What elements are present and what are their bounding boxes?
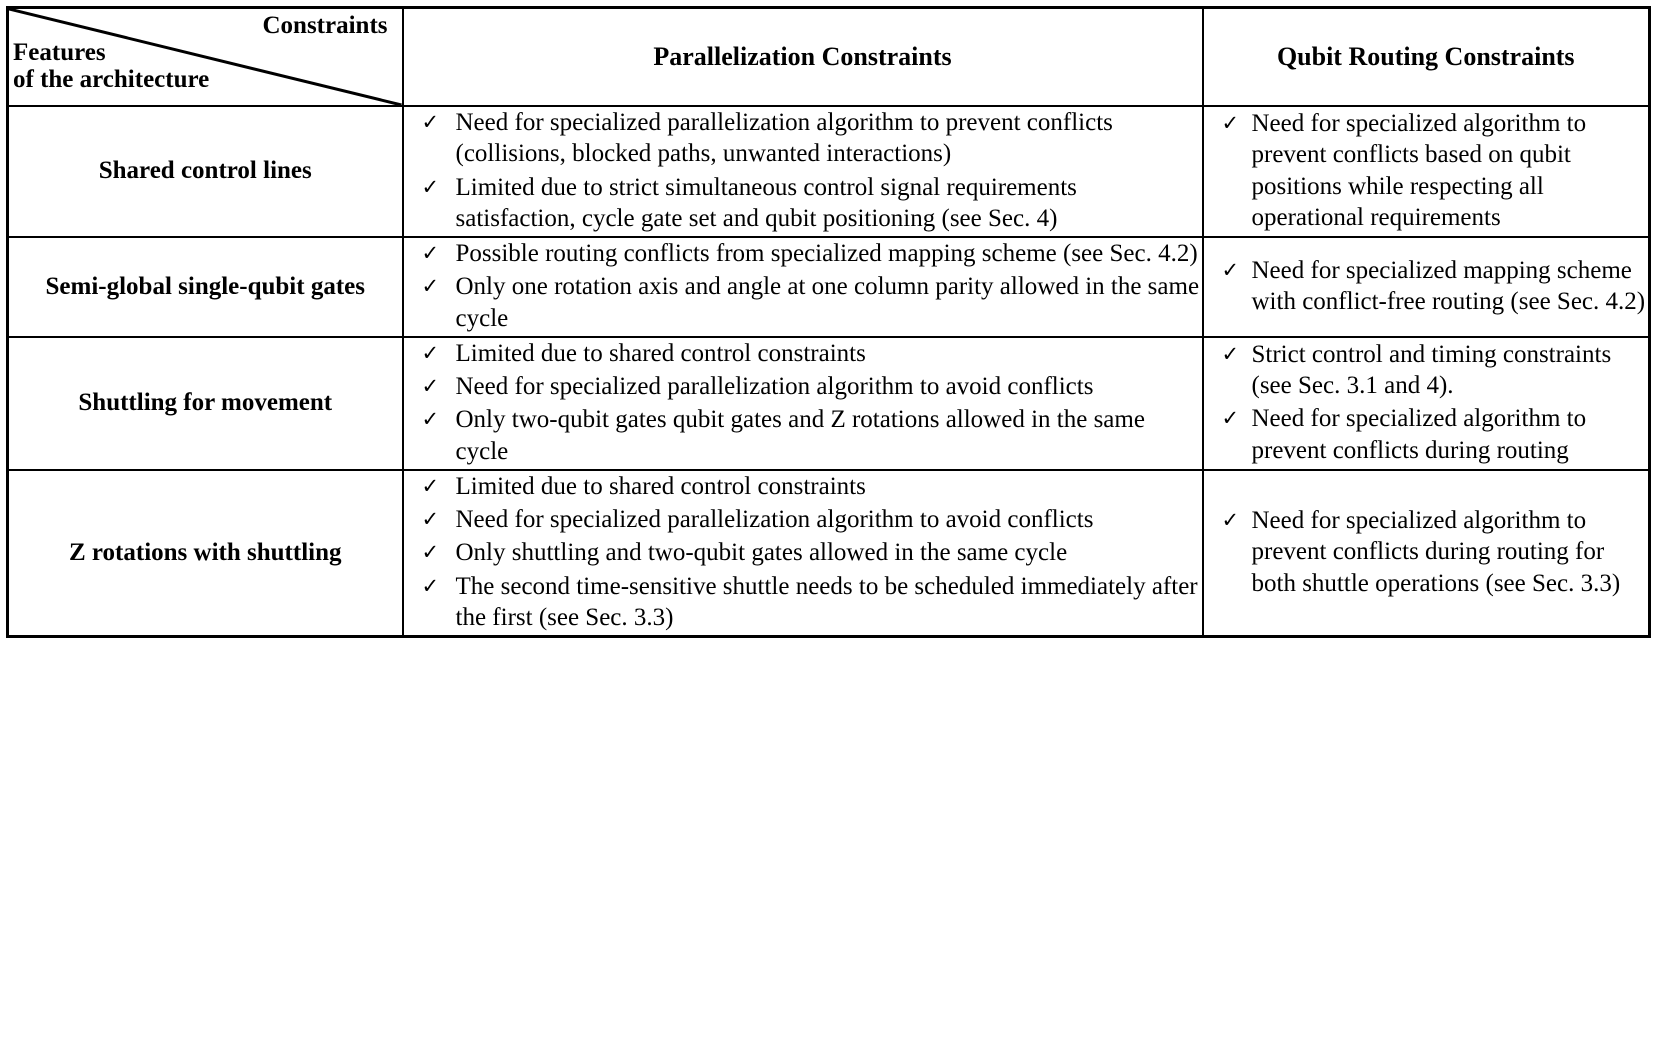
table-row	[8, 470, 1650, 637]
list-item	[1204, 403, 1649, 466]
feature-label: Shuttling for movement	[8, 337, 403, 470]
list-item-text: Need for specialized parallelization algorithm to avoid conflicts	[455, 373, 1094, 400]
list-item	[404, 238, 1202, 269]
list-item	[404, 471, 1202, 502]
check-icon: ✓	[1221, 508, 1240, 532]
table-row	[8, 237, 1650, 337]
corner-features-line2: of the architecture	[13, 66, 210, 93]
table-header-row	[8, 8, 1650, 107]
check-icon: ✓	[421, 573, 440, 598]
feature-label: Semi-global single-qubit gates	[8, 237, 403, 337]
checklist	[404, 471, 1202, 633]
routing-constraints-cell	[1203, 337, 1650, 470]
list-item	[1204, 505, 1649, 599]
check-icon: ✓	[1221, 111, 1240, 135]
check-icon: ✓	[1221, 257, 1240, 282]
list-item-text: Limited due to shared control constraints	[455, 339, 866, 367]
check-icon: ✓	[421, 507, 440, 531]
list-item	[404, 571, 1202, 634]
list-item-text: Only shuttling and two-qubit gates allowed in the same cycle	[455, 539, 1068, 567]
list-item	[1204, 339, 1649, 402]
parallelization-constraints-cell	[403, 337, 1203, 470]
parallelization-constraints-cell	[403, 470, 1203, 637]
checklist	[404, 338, 1202, 467]
check-icon: ✓	[421, 374, 440, 398]
list-item	[404, 172, 1202, 235]
table-row	[8, 337, 1650, 470]
checklist	[1204, 505, 1649, 599]
corner-features-line1: Features	[13, 39, 106, 66]
checklist	[1204, 255, 1649, 318]
list-item-text: Need for specialized parallelization algorithm to avoid conflicts	[455, 506, 1094, 533]
header-parallelization-constraints: Parallelization Constraints	[403, 8, 1203, 107]
list-item	[1204, 255, 1649, 318]
header-qubit-routing-constraints: Qubit Routing Constraints	[1203, 8, 1650, 107]
check-icon: ✓	[421, 174, 440, 199]
check-icon: ✓	[421, 274, 440, 299]
list-item	[404, 504, 1202, 535]
list-item	[1204, 108, 1649, 233]
checklist	[404, 238, 1202, 334]
check-icon: ✓	[1221, 406, 1240, 431]
list-item	[404, 371, 1202, 402]
list-item	[404, 537, 1202, 568]
list-item-text: The second time-sensitive shuttle needs to be scheduled immediately after the first (see Sec. 3.3)	[455, 572, 1198, 631]
list-item-text: Need for specialized algorithm to prevent conflicts during routing	[1251, 405, 1587, 464]
check-icon: ✓	[421, 340, 440, 365]
list-item-text: Need for specialized algorithm to prevent conflicts during routing for both shuttle operations (see Sec. 3.3)	[1251, 507, 1621, 597]
corner-features-label	[13, 39, 209, 93]
list-item-text: Only one rotation axis and angle at one column parity allowed in the same cycle	[455, 273, 1200, 332]
parallelization-constraints-cell	[403, 106, 1203, 237]
parallelization-constraints-cell	[403, 237, 1203, 337]
list-item-text: Limited due to shared control constraints	[455, 472, 866, 500]
check-icon: ✓	[421, 473, 440, 498]
table-row	[8, 106, 1650, 237]
routing-constraints-cell	[1203, 470, 1650, 637]
check-icon: ✓	[421, 407, 440, 432]
routing-constraints-cell	[1203, 106, 1650, 237]
list-item-text: Need for specialized parallelization algorithm to prevent conflicts (collisions, blocked paths, unwanted interactions)	[455, 109, 1113, 168]
corner-header-cell	[8, 8, 403, 107]
list-item-text: Strict control and timing constraints (see Sec. 3.1 and 4).	[1251, 340, 1612, 399]
list-item-text: Limited due to strict simultaneous control signal requirements satisfaction, cycle gate set and qubit positioning (see Sec. 4)	[455, 173, 1077, 232]
feature-label: Z rotations with shuttling	[8, 470, 403, 637]
list-item	[404, 404, 1202, 467]
check-icon: ✓	[421, 540, 440, 565]
list-item	[404, 271, 1202, 334]
list-item-text: Only two-qubit gates qubit gates and Z rotations allowed in the same cycle	[455, 406, 1145, 465]
list-item-text: Need for specialized mapping scheme with conflict-free routing (see Sec. 4.2)	[1251, 256, 1646, 315]
routing-constraints-cell	[1203, 237, 1650, 337]
checklist	[404, 107, 1202, 234]
check-icon: ✓	[421, 110, 440, 134]
checklist	[1204, 339, 1649, 466]
feature-label: Shared control lines	[8, 106, 403, 237]
corner-constraints-label: Constraints	[262, 12, 388, 39]
constraints-comparison-table	[6, 6, 1651, 638]
check-icon: ✓	[1221, 341, 1240, 366]
list-item	[404, 338, 1202, 369]
checklist	[1204, 108, 1649, 233]
list-item-text: Possible routing conflicts from specialized mapping scheme (see Sec. 4.2)	[455, 240, 1198, 267]
list-item-text: Need for specialized algorithm to prevent conflicts based on qubit positions while respecting all operational requirements	[1251, 110, 1587, 231]
list-item	[404, 107, 1202, 170]
check-icon: ✓	[421, 241, 440, 265]
